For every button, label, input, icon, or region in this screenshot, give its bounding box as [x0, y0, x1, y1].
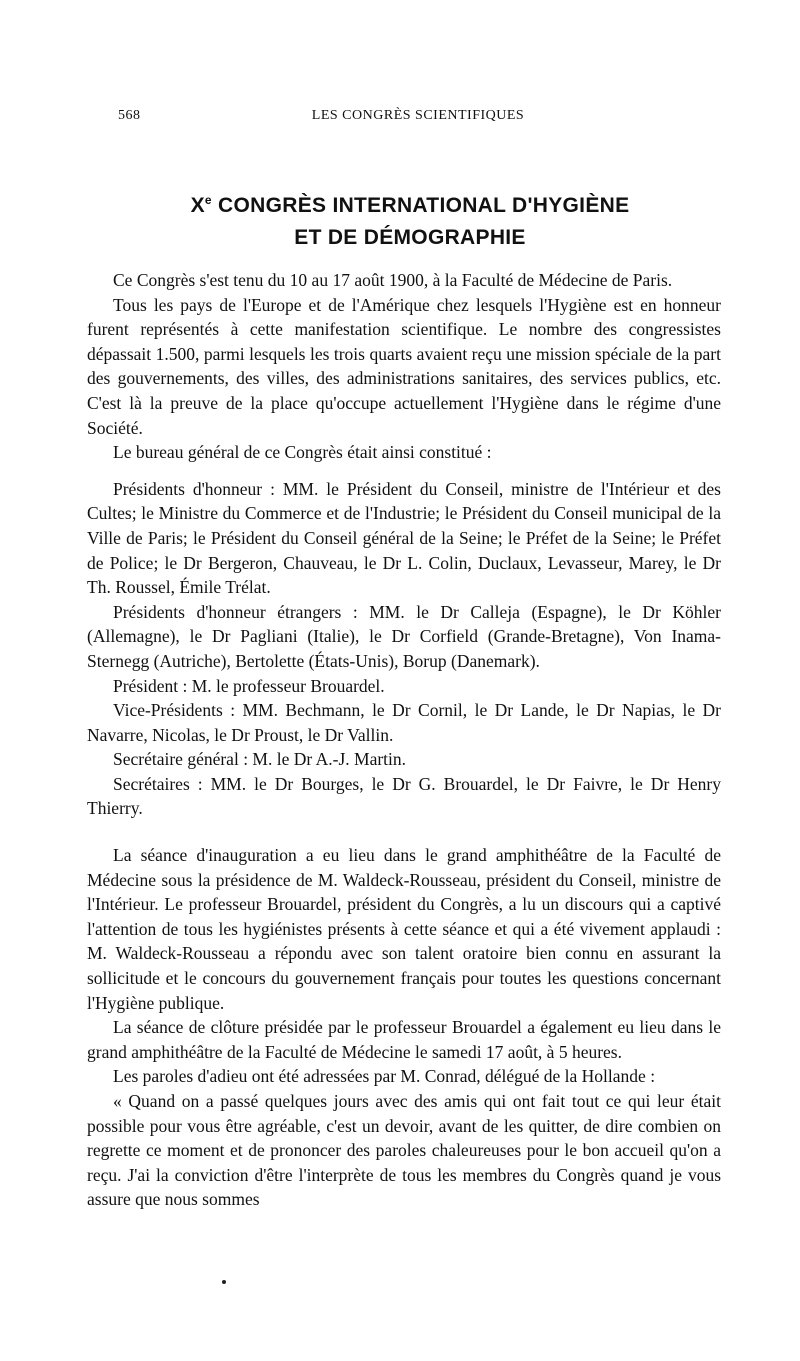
page-header	[118, 108, 718, 132]
paragraph: Tous les pays de l'Europe et de l'Amérique chez lesquels l'Hygiène est en honneur furent représentés à cette manifestation scientifique. Le nombre des congressistes dépassait 1.500, parmi lesquels les trois quarts avaient reçu une mission spéciale de la part des gouvernements, des villes, des administrations sanitaires, des services publics, etc. C'est là la preuve de la place qu'occupe actuellement l'Hygiène dans le régime d'une Société.	[87, 294, 721, 438]
paragraph: Président : M. le professeur Brouardel.	[113, 675, 385, 696]
running-title: LES CONGRÈS SCIENTIFIQUES	[311, 108, 525, 123]
paragraph: Présidents d'honneur : MM. le Président du Conseil, ministre de l'Intérieur et des Cultes; le Ministre du Commerce et de l'Industrie; le Président du Conseil municipal de la Ville de Paris; le Président du Conseil général de la Seine; le Préfet de la Seine; le Préfet de Police; le Dr Bergeron, Chauveau, le Dr L. Colin, Duclaux, Levasseur, Marey, le Dr Th. Roussel, Émile Trélat.	[87, 478, 721, 598]
heading-line-1: Xe CONGRÈS INTERNATIONAL D'HYGIÈNE	[190, 193, 630, 217]
paragraph: Secrétaires : MM. le Dr Bourges, le Dr G. Brouardel, le Dr Faivre, le Dr Henry Thierry.	[87, 773, 721, 819]
paragraph: Présidents d'honneur étrangers : MM. le Dr Calleja (Espagne), le Dr Köhler (Allemagne), le Dr Pagliani (Italie), le Dr Corfield (Grande-Bretagne), Von Inama-Sternegg (Autriche), Bertolette (États-Unis), Borup (Danemark).	[87, 601, 721, 671]
ink-dot	[222, 1280, 226, 1284]
page-number: 568	[118, 108, 141, 123]
paragraph: Ce Congrès s'est tenu du 10 au 17 août 1900, à la Faculté de Médecine de Paris.	[113, 270, 673, 290]
paragraph: La séance d'inauguration a eu lieu dans le grand amphithéâtre de la Faculté de Médecine sous la présidence de M. Waldeck-Rousseau, président du Conseil, ministre de l'Intérieur. Le professeur Brouardel, président du Congrès, a lu un discours qui a captivé l'attention de tous les hygiénistes présents à cette séance et qui a été vivement applaudi : M. Waldeck-Rousseau a répondu avec son talent oratoire bien connu en assurant la sollicitude et le concours du gouvernement français pour toutes les questions concernant l'Hygiène publique.	[87, 845, 721, 1013]
paragraph: « Quand on a passé quelques jours avec des amis qui ont fait tout ce qui leur était possible pour vous être agréable, c'est un devoir, avant de les quitter, de dire combien on regrette ce moment et de prononcer des paroles chaleureuses pour le bon accueil qu'on a reçu. J'ai la conviction d'être l'interprète de tous les membres du Congrès quand je vous assure que nous sommes	[87, 1091, 721, 1210]
paragraph: Les paroles d'adieu ont été adressées par M. Conrad, délégué de la Hollande :	[113, 1066, 656, 1087]
heading-line-2: ET DE DÉMOGRAPHIE	[294, 226, 526, 249]
section-heading	[100, 190, 720, 254]
paragraph: La séance de clôture présidée par le professeur Brouardel a également eu lieu dans le grand amphithéâtre de la Faculté de Médecine le samedi 17 août, à 5 heures.	[87, 1017, 721, 1062]
paragraph: Vice-Présidents : MM. Bechmann, le Dr Cornil, le Dr Lande, le Dr Napias, le Dr Navarre, Nicolas, le Dr Proust, le Dr Vallin.	[87, 700, 721, 745]
article-body	[87, 268, 721, 1212]
paragraph: Le bureau général de ce Congrès était ainsi constitué :	[113, 442, 492, 463]
paragraph: Secrétaire général : M. le Dr A.-J. Martin.	[113, 749, 407, 770]
